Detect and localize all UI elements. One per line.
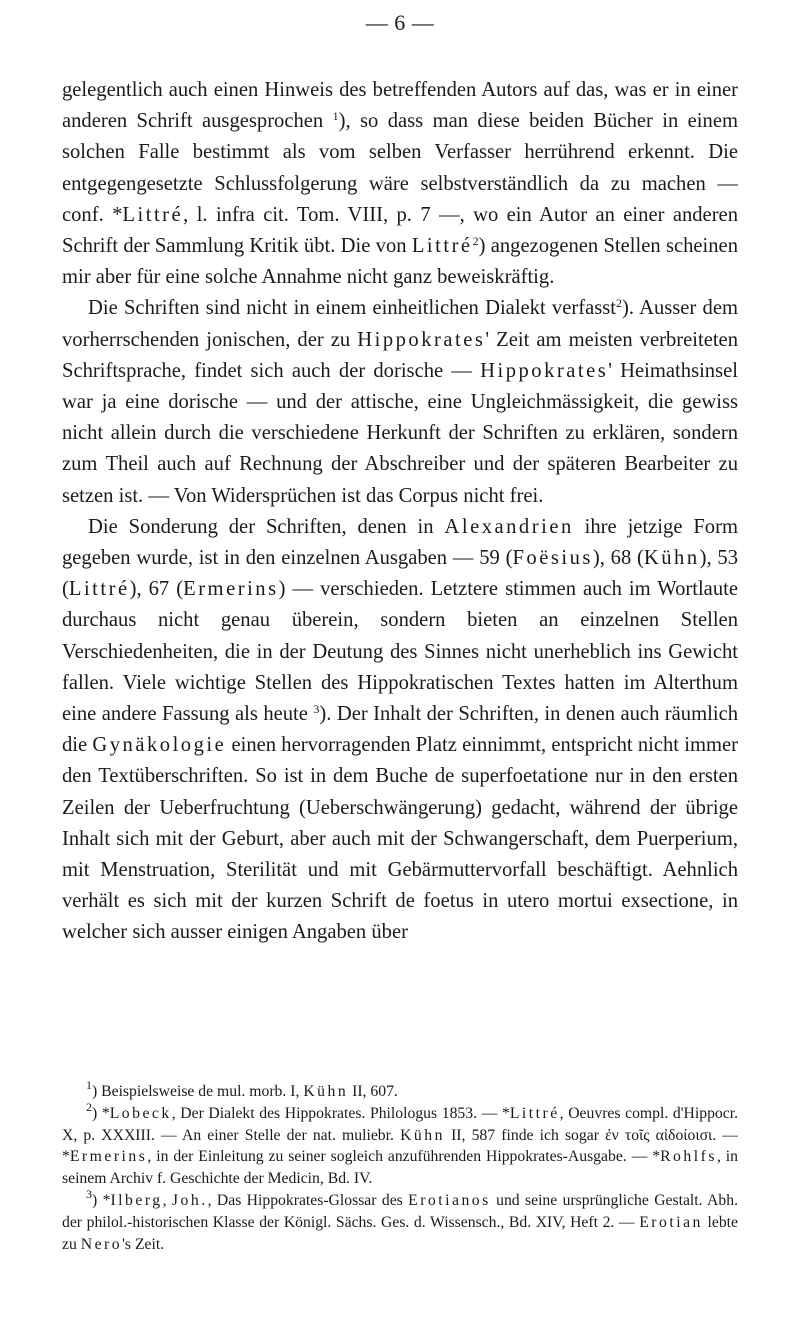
text-run: ). Ausser dem vorherrschenden jonischen, der zu <box>62 297 738 351</box>
main-text <box>62 75 738 949</box>
spaced-name: Littré <box>122 203 184 226</box>
spaced-name: Alexandrien <box>444 515 574 538</box>
spaced-name: Ermerins <box>69 1148 148 1166</box>
footnote-marker: 3 <box>313 702 320 717</box>
text-run: ' Zeit am meisten verbreiteten Schriftsprache, findet sich auch der dorische — <box>62 328 738 382</box>
spaced-name: Ilberg <box>110 1191 163 1209</box>
footnote-marker: 2 <box>615 296 622 311</box>
text-run: , in der Einleitung zu seiner sogleich anzuführenden Hippokrates-Ausgabe. — * <box>147 1148 661 1166</box>
text-run: gelegentlich auch einen Hinweis des betreffenden Autors auf das, was er in einer anderen Schrift ausgesprochen <box>62 79 738 133</box>
spaced-name: Ermerins <box>183 578 279 601</box>
spaced-name: Kühn <box>400 1126 445 1144</box>
spaced-name: Kühn <box>303 1083 349 1100</box>
text-run: ' Heimathsinsel war ja eine dorische — und der attische, eine Ungleichmässigkeit, die gewiss nicht allein durch die verschiedene Herkunft der Schriften zu erklären, sondern zum Theil auch auf Rechnung der Abschreiber und der späteren Bearbeiter zu setzen ist. — Von Widersprüchen ist das Corpus nicht frei. <box>62 359 738 507</box>
text-run: Die Sonderung der Schriften, denen in <box>88 515 445 538</box>
footnote <box>62 1078 738 1103</box>
spaced-name: Erotianos <box>408 1191 491 1209</box>
footnote-marker: 2 <box>86 1099 92 1114</box>
text-run: II, 607. <box>348 1083 398 1100</box>
page-number: — 6 — <box>365 10 435 35</box>
text-run: ). Der Inhalt der Schriften, in denen auch räumlich die <box>62 703 739 757</box>
text-run: ), 53 ( <box>62 547 738 601</box>
footnote-marker: 2 <box>472 234 479 249</box>
text-run: ), 68 ( <box>592 547 644 570</box>
paragraph <box>62 512 738 949</box>
text-run: ) angezogenen Stellen scheinen mir aber für eine solche Annahme nicht ganz beweiskräftig. <box>62 235 738 289</box>
text-run: II, 587 finde ich sogar ἐν τοῖς αἰδοίοισι. — * <box>62 1126 738 1166</box>
text-run: Die Schriften sind nicht in einem einheitlichen Dialekt verfasst <box>88 297 616 320</box>
spaced-name: Kühn <box>643 547 700 570</box>
text-run: lebte zu <box>62 1213 738 1253</box>
spaced-name: Joh. <box>171 1191 208 1209</box>
spaced-name: Hippokrates <box>480 359 609 382</box>
spaced-name: Nero <box>80 1235 123 1253</box>
text-run: ), so dass man diese beiden Bücher in einem solchen Falle bestimmt als vom selben Verfasser herrührend erkennt. Die entgegengesetzte Schlussfolgerung wäre selbstverständlich da zu machen — conf. * <box>62 110 738 226</box>
spaced-name: Littré <box>411 235 473 258</box>
spaced-name: Erotian <box>639 1213 703 1231</box>
text-run: , <box>162 1191 172 1209</box>
footnote-marker: 3 <box>86 1186 92 1201</box>
text-run: ) — verschieden. Letztere stimmen auch im Wortlaute durchaus nicht genau überein, sondern bieten an einzelnen Stellen Verschiedenheiten, die in der Deutung des Sinnes nicht unerheblich ins Gewicht fallen. Viele wichtige Stellen des Hippokratischen Textes hatten im Alterthum eine andere Fassung als heute <box>62 578 738 726</box>
text-run: , Das Hippokrates-Glossar des <box>207 1191 409 1209</box>
text-run: ) Beispielsweise de mul. morb. I, <box>92 1083 304 1100</box>
text-run: , in seinem Archiv f. Geschichte der Medicin, Bd. IV. <box>62 1148 738 1188</box>
text-run: ), 67 ( <box>129 578 184 601</box>
text-run: ) * <box>92 1191 111 1209</box>
footnote <box>62 1186 738 1255</box>
spaced-name: Foësius <box>512 547 593 570</box>
text-run: , Oeuvres compl. d'Hippocr. X, p. XXXIII. — An einer Stelle der nat. muliebr. <box>62 1104 738 1144</box>
text-run: 's Zeit. <box>122 1235 165 1253</box>
spaced-name: Gynäkologie <box>92 734 227 757</box>
spaced-name: Rohlfs <box>660 1148 717 1166</box>
spaced-name: Hippokrates <box>357 328 486 351</box>
text-run: einen hervorragenden Platz einnimmt, entspricht nicht immer den Textüberschriften. So ist in dem Buche de superfoetatione nur in den ersten Zeilen der Ueberfruchtung (Ueberschwängerung) gedacht, während der übrige Inhalt sich mit der Geburt, aber auch mit der Schwangerschaft, dem Puerperium, mit Menstruation, Sterilität und mit Gebärmuttervorfall beschäftigt. Aehnlich verhält es sich mit der kurzen Schrift de foetus in utero mortui exsectione, in welcher sich ausser einigen Angaben über <box>62 734 738 944</box>
spaced-name: Littré <box>509 1104 560 1122</box>
spaced-name: Littré <box>68 578 130 601</box>
footnotes <box>62 1078 738 1255</box>
paragraph <box>62 75 738 293</box>
footnote-marker: 1 <box>86 1078 92 1092</box>
text-run: ihre jetzige Form gegeben wurde, ist in den einzelnen Ausgaben — 59 ( <box>62 515 738 570</box>
text-run: , l. infra cit. Tom. VIII, p. 7 —, wo ein Autor an einer anderen Schrift der Sammlung Kritik übt. Die von <box>62 203 738 258</box>
paragraph <box>62 293 738 511</box>
footnote-marker: 1 <box>332 109 339 124</box>
text-run: und seine ursprüngliche Gestalt. Abh. der philol.-historischen Klasse der Königl. Sächs. Ges. d. Wissensch., Bd. XIV, Heft 2. — <box>62 1191 738 1231</box>
text-run: ) * <box>92 1104 110 1122</box>
spaced-name: Lobeck <box>109 1104 172 1122</box>
footnote <box>62 1099 738 1190</box>
text-run: , Der Dialekt des Hippokrates. Philologus 1853. — * <box>171 1104 510 1122</box>
